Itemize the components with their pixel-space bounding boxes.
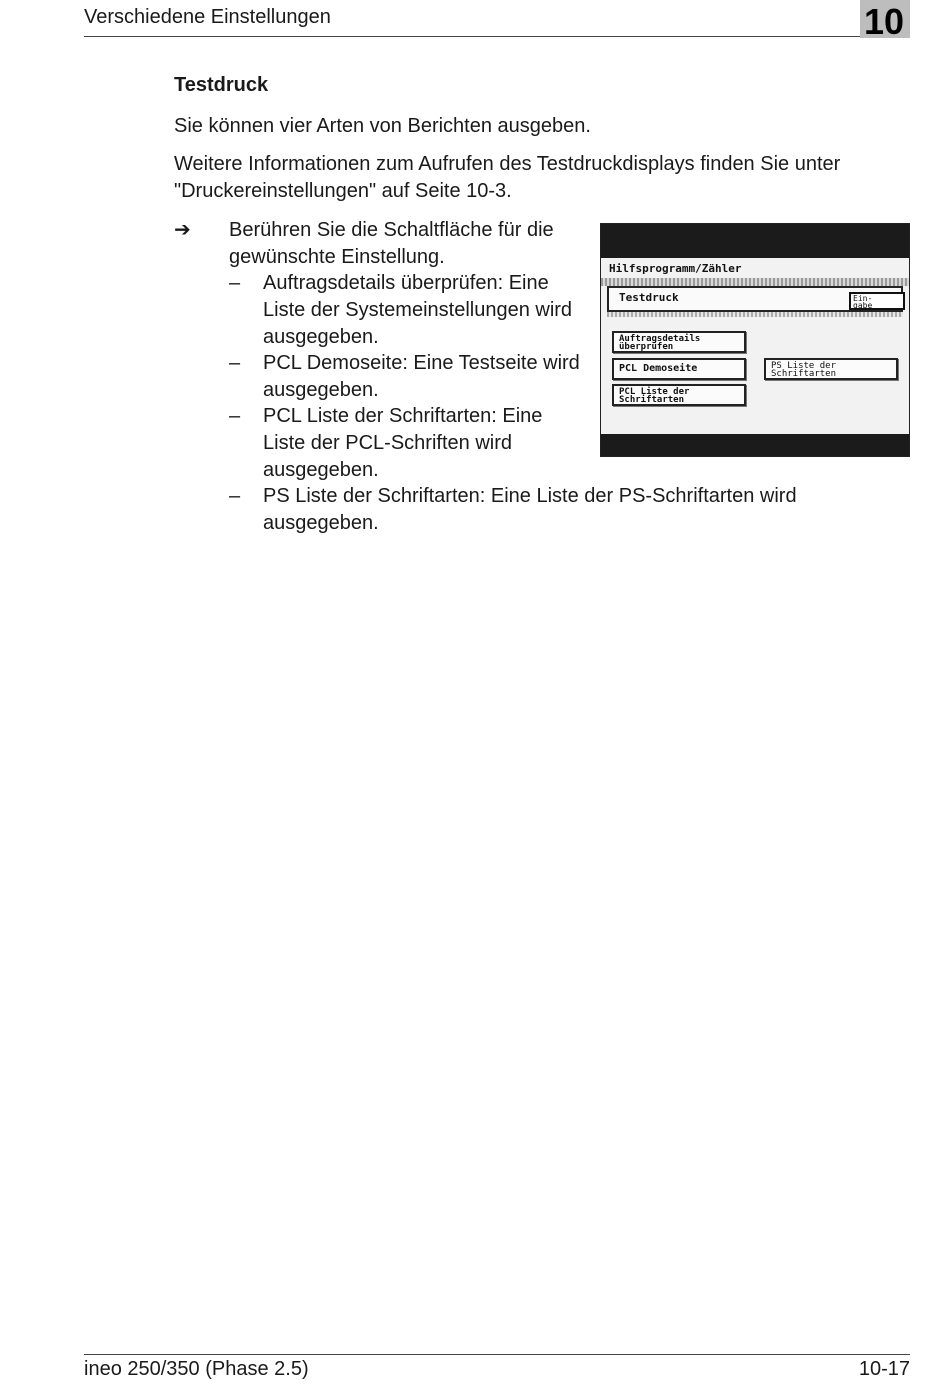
panel-shade xyxy=(607,312,903,317)
ps-font-list-button[interactable]: PS Liste der Schriftarten xyxy=(764,358,898,380)
tab-testdruck[interactable] xyxy=(607,286,903,312)
product-name: ineo 250/350 (Phase 2.5) xyxy=(84,1358,309,1380)
job-details-button[interactable]: Auftragsdetails überprüfen xyxy=(612,331,746,353)
tab-label: Testdruck xyxy=(619,291,679,304)
device-panel-screenshot xyxy=(600,223,910,457)
panel-top-bar xyxy=(601,224,909,258)
header-title: Verschiedene Einstellungen xyxy=(84,6,331,28)
section-heading: Testdruck xyxy=(174,74,269,96)
bullet-pcl-fonts: PCL Liste der Schriftarten: Eine Liste der PCL-Schriften wird ausgegeben. xyxy=(263,405,543,481)
panel-hatch xyxy=(601,278,909,286)
bullet-ps-fonts: PS Liste der Schriftarten: Eine Liste der PS-Schriftarten wird ausgegeben. xyxy=(263,485,797,534)
footer-divider xyxy=(84,1354,910,1355)
dash-bullet: – xyxy=(229,485,241,507)
bullet-job-details: Auftragsdetails überprüfen: Eine Liste der Systemeinstellungen wird ausgegeben. xyxy=(263,272,573,348)
panel-title: Hilfsprogramm/Zähler xyxy=(609,262,742,275)
dash-bullet: – xyxy=(229,405,241,427)
panel-bottom-bar xyxy=(601,434,909,456)
enter-button[interactable]: Ein- gabe xyxy=(849,292,905,310)
pcl-font-list-button[interactable]: PCL Liste der Schriftarten xyxy=(612,384,746,406)
chapter-number: 10 xyxy=(864,1,905,42)
bullet-pcl-demo: PCL Demoseite: Eine Testseite wird ausgegeben. xyxy=(263,352,580,401)
page-number: 10-17 xyxy=(858,1358,910,1380)
instruction-text: Berühren Sie die Schaltfläche für die gewünschte Einstellung. xyxy=(229,219,554,268)
pcl-demo-page-button[interactable]: PCL Demoseite xyxy=(612,358,746,380)
arrow-icon: ➔ xyxy=(174,219,191,241)
dash-bullet: – xyxy=(229,272,241,294)
intro-paragraph: Sie können vier Arten von Berichten ausgeben. xyxy=(174,115,591,137)
reference-paragraph: Weitere Informationen zum Aufrufen des Testdruckdisplays finden Sie unter "Druckereinstellungen" auf Seite 10-3. xyxy=(174,153,841,202)
header-divider xyxy=(84,36,910,37)
dash-bullet: – xyxy=(229,352,241,374)
